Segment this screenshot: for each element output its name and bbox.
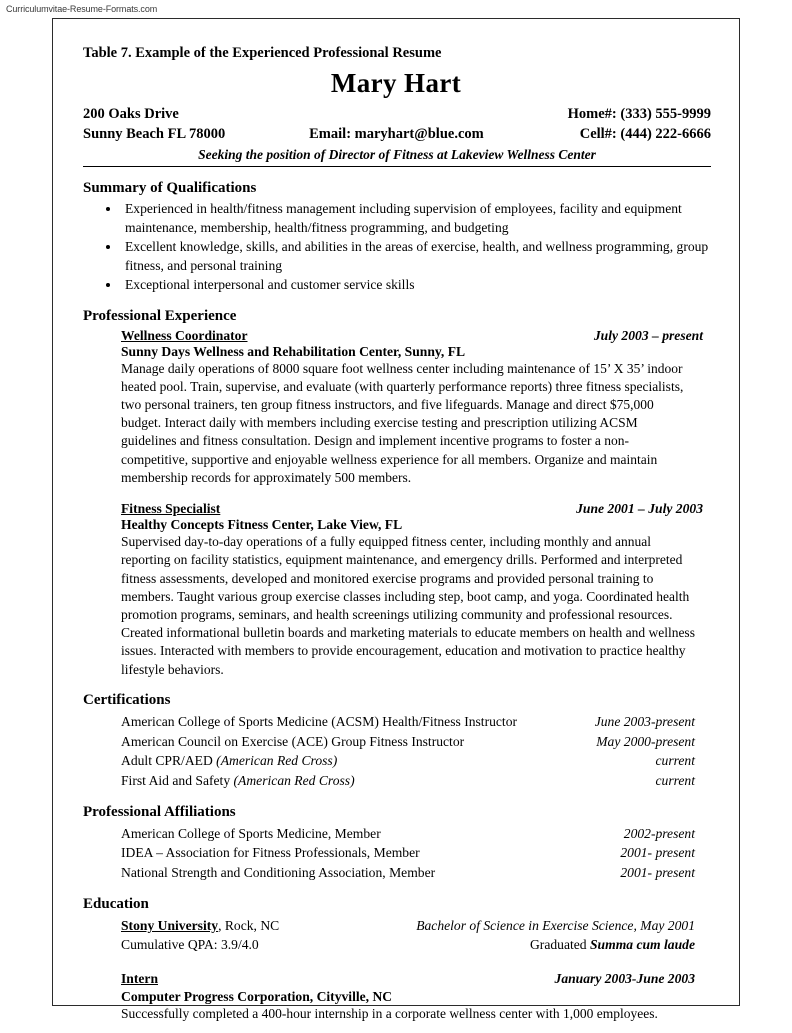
certification-name: American College of Sports Medicine (ACSM) Health/Fitness Instructor xyxy=(121,713,518,729)
job-title: Fitness Specialist xyxy=(121,501,221,517)
certification-name: First Aid and Safety (American Red Cross) xyxy=(121,772,355,788)
list-item: • Excellent knowledge, skills, and abilities in the areas of exercise, health, and wellness programming, group fitness, and personal training xyxy=(121,238,717,275)
school-name: Stony University, Rock, NC xyxy=(121,917,280,933)
affiliation-date: 2001- present xyxy=(620,865,695,881)
list-item: • Exceptional interpersonal and customer service skills xyxy=(121,276,717,294)
address-column xyxy=(83,105,225,144)
internship-header xyxy=(121,969,695,989)
job-dates: July 2003 – present xyxy=(593,327,703,343)
job-company: Sunny Days Wellness and Rehabilitation Center, Sunny, FL xyxy=(121,343,466,359)
address-line-2: Sunny Beach FL 78000 xyxy=(83,125,226,142)
list-item xyxy=(121,751,695,771)
certifications-list xyxy=(121,712,717,791)
job-header xyxy=(121,328,717,344)
job-description: Manage daily operations of 8000 square foot wellness center including maintenance of 15’ X 35’ indoor heated pool. Train, supervise, and evaluate (with quarterly performance reports) three fitness specialists, two personal trainers, ten group fitness instructors, and five lifeguards. Manage and direct $75,000 budget. Interact daily with members including exercise testing and prescription utilizing ACSM guidelines and fitness consultation. Design and implement incentive programs to foster a non-competitive, supportive and enjoyable wellness experience for all members. Organize and maintain membership records for approximately 500 members. xyxy=(121,360,684,485)
job-header xyxy=(121,501,717,517)
certification-date: June 2003-present xyxy=(594,713,695,729)
list-item: • Experienced in health/fitness management including supervision of employees, facility and equipment maintenance, membership, health/fitness programming, and budgeting xyxy=(121,200,717,237)
site-watermark: Curriculumvitae-Resume-Formats.com xyxy=(6,4,158,14)
job-entry xyxy=(121,501,717,679)
cell-phone: Cell#: (444) 222-6666 xyxy=(579,125,711,142)
job-entry xyxy=(121,328,717,488)
objective-statement: Seeking the position of Director of Fitness at Lakeview Wellness Center xyxy=(83,147,711,167)
email-label[interactable]: Email: maryhart@blue.com xyxy=(309,125,484,142)
summary-list xyxy=(83,200,717,294)
section-title-affiliations: Professional Affiliations xyxy=(83,803,236,820)
affiliation-name: IDEA – Association for Fitness Professionals, Member xyxy=(121,845,420,861)
section-title-experience: Professional Experience xyxy=(83,307,237,324)
education-gpa-row xyxy=(121,935,695,955)
affiliations-list xyxy=(121,824,717,883)
job-title: Wellness Coordinator xyxy=(121,327,248,343)
certification-date: current xyxy=(655,753,695,769)
candidate-name: Mary Hart xyxy=(330,68,462,98)
honors-value: Graduated Summa cum laude xyxy=(529,937,695,953)
resume-page xyxy=(52,18,740,1021)
certification-date: current xyxy=(655,772,695,788)
list-item xyxy=(121,712,695,732)
table-caption: Table 7. Example of the Experienced Professional Resume xyxy=(83,45,442,61)
internship-dates: January 2003-June 2003 xyxy=(554,971,695,987)
certification-date: May 2000-present xyxy=(596,733,695,749)
affiliation-name: American College of Sports Medicine, Member xyxy=(121,825,381,841)
list-item xyxy=(121,732,695,752)
gpa-value: Cumulative QPA: 3.9/4.0 xyxy=(121,937,259,953)
internship-title: Intern xyxy=(121,971,159,987)
job-dates: June 2001 – July 2003 xyxy=(576,501,703,517)
affiliation-date: 2001- present xyxy=(620,845,695,861)
job-company: Healthy Concepts Fitness Center, Lake View, FL xyxy=(121,517,403,533)
affiliation-name: National Strength and Conditioning Association, Member xyxy=(121,865,436,881)
list-item xyxy=(121,824,695,844)
degree-earned: Bachelor of Science in Exercise Science, May 2001 xyxy=(416,917,695,933)
list-item xyxy=(121,843,695,863)
internship-company: Computer Progress Corporation, Cityville, NC xyxy=(121,988,393,1004)
certification-name: Adult CPR/AED (American Red Cross) xyxy=(121,753,338,769)
job-description: Supervised day-to-day operations of a fully equipped fitness center, including monthly and annual reporting on facility statistics, equipment maintenance, and emergency drills. Performed and interpreted fitness assessments, developed and monitored exercise programs and provided personal training to members. Taught various group exercise classes including step, boot camp, and yoga. Coordinated health promotion programs, seminars, and health screenings utilizing community and professional resources. Created informational bulletin boards and marketing materials to educate members on health and wellness issues. Interacted with members to provide encouragement, education and motivation to practice healthy lifestyle behaviors. xyxy=(121,534,695,677)
section-title-certifications: Certifications xyxy=(83,691,171,708)
affiliation-date: 2002-present xyxy=(623,825,695,841)
education-block xyxy=(121,916,717,1023)
home-phone: Home#: (333) 555-9999 xyxy=(567,106,711,122)
education-degree-row xyxy=(121,916,695,936)
section-title-education: Education xyxy=(83,895,149,912)
list-item xyxy=(121,771,695,791)
email-column xyxy=(225,105,567,144)
address-line-1: 200 Oaks Drive xyxy=(83,106,179,122)
phone-column xyxy=(568,105,711,144)
list-item xyxy=(121,863,695,883)
certification-name: American Council on Exercise (ACE) Group Fitness Instructor xyxy=(121,733,465,749)
contact-block xyxy=(75,105,717,144)
section-title-summary: Summary of Qualifications xyxy=(83,180,257,197)
internship-description: Successfully completed a 400-hour internship in a corporate wellness center with 1,000 employees. xyxy=(121,1005,658,1021)
